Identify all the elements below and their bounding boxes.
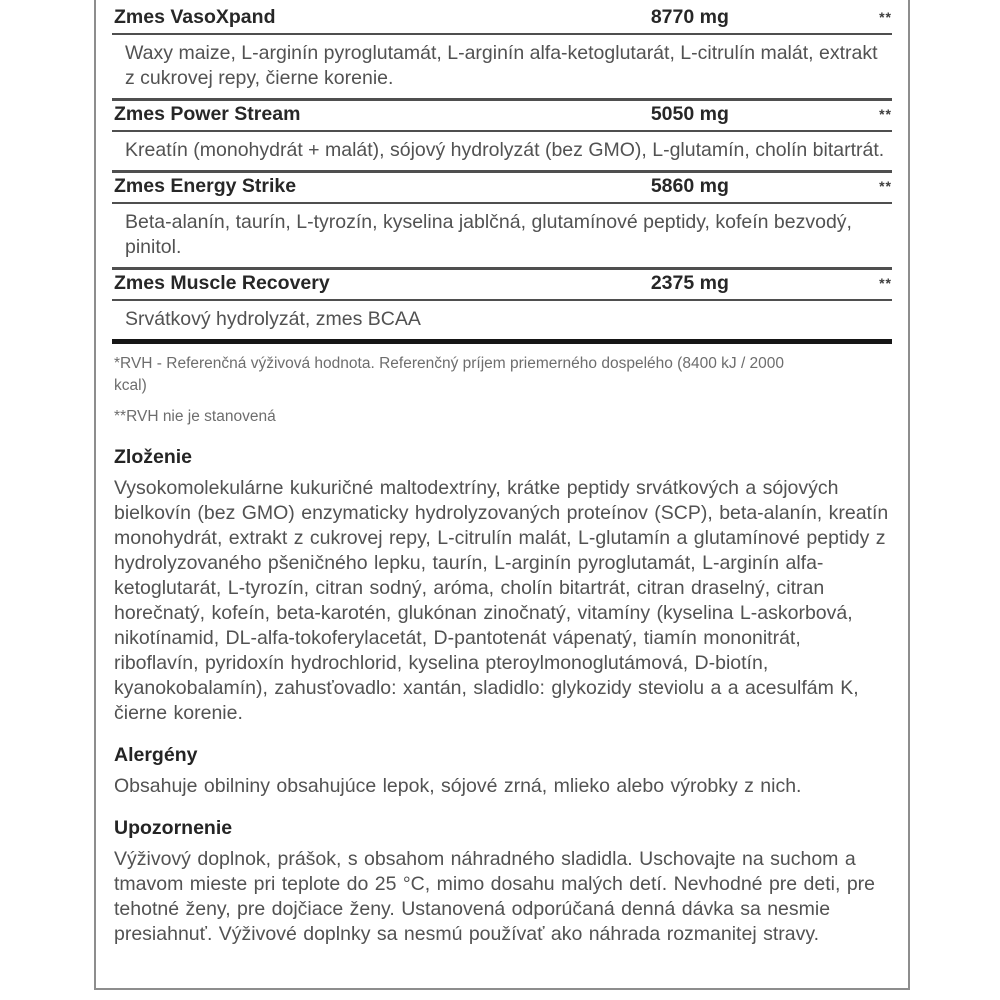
- blend-row-power-stream: [112, 101, 892, 173]
- blend-name: Zmes Power Stream: [114, 103, 301, 125]
- blend-name: Zmes VasoXpand: [114, 6, 276, 28]
- blend-row-vasoxpand: [112, 4, 892, 101]
- blend-amount: 5050 mg: [650, 103, 729, 125]
- blend-ingredients: Srvátkový hydrolyzát, zmes BCAA: [112, 301, 892, 344]
- blend-amount: 5860 mg: [650, 175, 729, 197]
- supplement-facts-panel: [94, 0, 910, 990]
- blend-row-energy-strike: [112, 173, 892, 270]
- blend-amount: 2375 mg: [650, 272, 729, 294]
- section-heading-allergens: Alergény: [114, 744, 198, 766]
- blend-amount: 8770 mg: [650, 6, 729, 28]
- blend-footnote-mark: **: [879, 106, 892, 122]
- footnote-rvh-not-established: **RVH nie je stanovená: [114, 408, 276, 425]
- blend-ingredients: Beta-alanín, taurín, L-tyrozín, kyselina jablčná, glutamínové peptidy, kofeín bezvodý, pinitol.: [112, 204, 892, 270]
- section-heading-composition: Zloženie: [114, 446, 193, 468]
- blend-footnote-mark: **: [879, 9, 892, 25]
- blend-ingredients: Kreatín (monohydrát + malát), sójový hydrolyzát (bez GMO), L-glutamín, cholín bitartrát.: [112, 132, 892, 173]
- blend-footnote-mark: **: [879, 178, 892, 194]
- section-body-composition: Vysokomolekulárne kukuričné maltodextríny, krátke peptidy srvátkových a sójových bielkovín (bez GMO) enzymaticky hydrolyzovaných proteínov (SCP), beta-alanín, kreatín monohydrát, extrakt z cukrovej repy, L-citrulín malát, L-glutamín a glutamínové peptidy z hydrolyzovaného pšeničného lepku, taurín, L-arginín pyroglutamát, L-arginín alfa-ketoglutarát, L-tyrozín, citran sodný, aróma, cholín bitartrát, citran draselný, citran horečnatý, kofeín, beta-karotén, glukónan zinočnatý, vitamíny (kyselina L-askorbová, nikotínamid, DL-alfa-tokoferylacetát, D-pantotenát vápenatý, tiamín mononitrát, riboflavín, pyridoxín hydrochlorid, kyselina pteroylmonoglutámová, D-biotín, kyanokobalamín), zahusťovadlo: xantán, sladidlo: glykozidy steviolu a a acesulfám K, čierne korenie.: [114, 477, 889, 724]
- blend-header: [112, 4, 892, 35]
- footnote-rvh-definition: *RVH - Referenčná výživová hodnota. Referenčný príjem priemerného dospelého (8400 kJ / 2000 kcal): [114, 355, 785, 394]
- section-body-allergens: Obsahuje obilniny obsahujúce lepok, sójové zrná, mlieko alebo výrobky z nich.: [114, 775, 802, 797]
- blend-name: Zmes Energy Strike: [114, 175, 297, 197]
- blend-ingredients: Waxy maize, L-arginín pyroglutamát, L-arginín alfa-ketoglutarát, L-citrulín malát, extrakt z cukrovej repy, čierne korenie.: [112, 35, 892, 101]
- section-body-warning: Výživový doplnok, prášok, s obsahom náhradného sladidla. Uschovajte na suchom a tmavom mieste pri teplote do 25 °C, mimo dosahu malých detí. Nevhodné pre deti, pre tehotné ženy, pre dojčiace ženy. Ustanovená odporúčaná denná dávka sa nesmie presiahnuť. Výživové doplnky sa nesmú používať ako náhrada rozmanitej stravy.: [114, 848, 875, 945]
- blend-header: [112, 173, 892, 204]
- section-heading-warning: Upozornenie: [114, 817, 233, 839]
- blend-header: [112, 101, 892, 132]
- blend-header: [112, 270, 892, 301]
- blend-row-muscle-recovery: [112, 270, 892, 344]
- blend-footnote-mark: **: [879, 275, 892, 291]
- blend-name: Zmes Muscle Recovery: [114, 272, 330, 294]
